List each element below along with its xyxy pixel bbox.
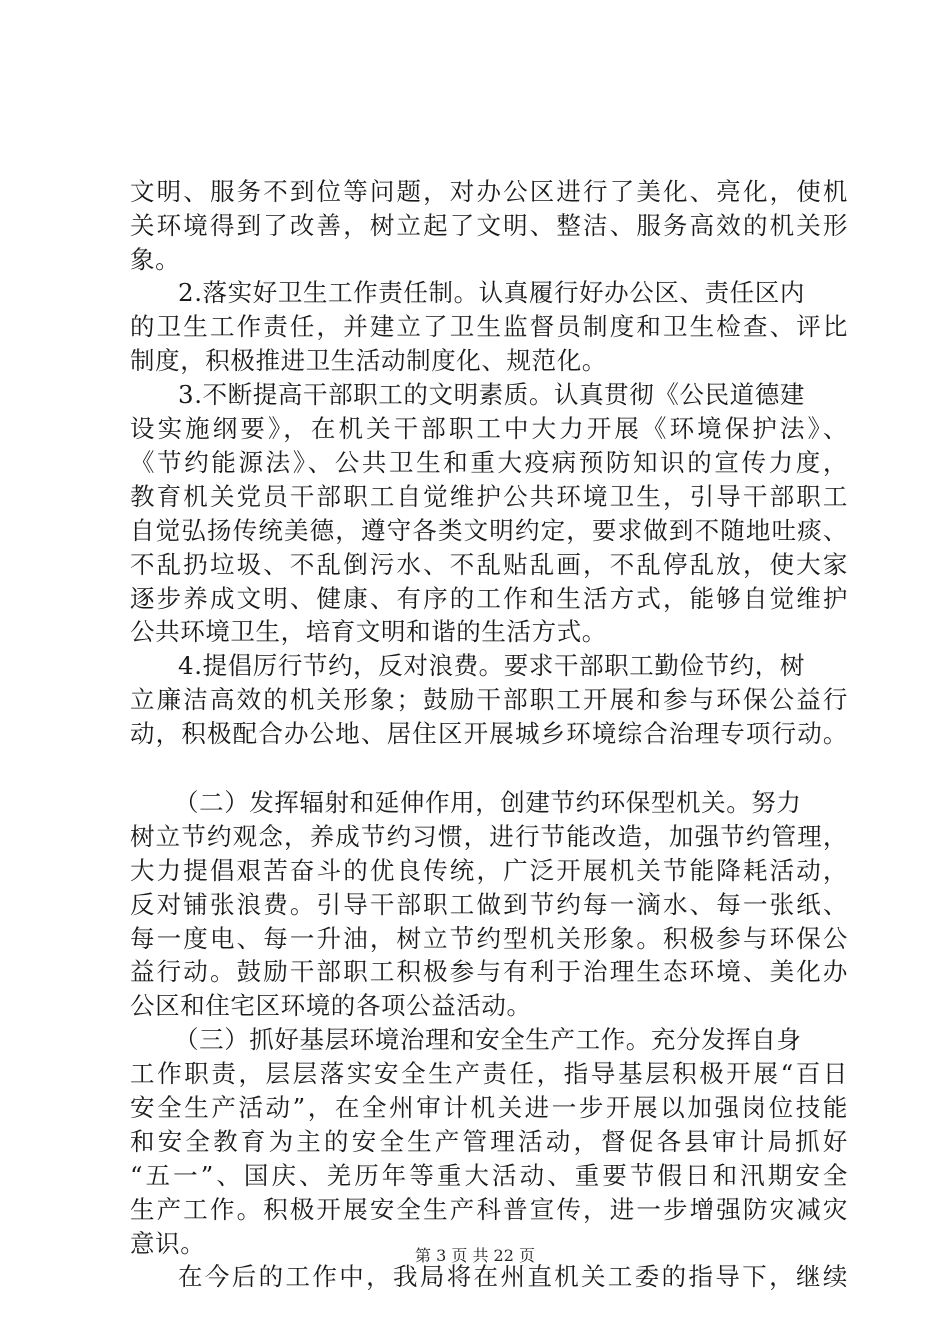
text-line: 自觉弘扬传统美德，遵守各类文明约定，要求做到不随地吐痰、 — [130, 516, 848, 545]
text-line: “五一”、国庆、羌历年等重大活动、重要节假日和汛期安全 — [130, 1161, 848, 1190]
text-line: 文明、服务不到位等问题，对办公区进行了美化、亮化，使机 — [130, 177, 848, 206]
text-line: 反对铺张浪费。引导干部职工做到节约每一滴水、每一张纸、 — [130, 890, 848, 919]
text-line: 和安全教育为主的安全生产管理活动，督促各县审计局抓好 — [130, 1127, 848, 1156]
text-line: 不乱扔垃圾、不乱倒污水、不乱贴乱画，不乱停乱放，使大家 — [130, 550, 848, 579]
text-line: 工作职责，层层落实安全生产责任，指导基层积极开展“百日 — [130, 1059, 848, 1088]
text-line: 《节约能源法》、公共卫生和重大疫病预防知识的宣传力度， — [130, 448, 848, 477]
text-line: 制度，积极推进卫生活动制度化、规范化。 — [130, 346, 607, 375]
text-line: 象。 — [130, 245, 181, 274]
text-line: 的卫生工作责任，并建立了卫生监督员制度和卫生检查、评比 — [130, 312, 848, 341]
page-number-footer: 第 3 页 共 22 页 — [415, 1246, 535, 1265]
text-line: 益行动。鼓励干部职工积极参与有利于治理生态环境、美化办 — [130, 957, 848, 986]
text-line: 树立节约观念，养成节约习惯，进行节能改造，加强节约管理， — [130, 822, 848, 851]
paragraph-heading-4: 4.提倡厉行节约，反对浪费。要求干部职工勤俭节约，树 — [178, 651, 805, 680]
text-line: 逐步养成文明、健康、有序的工作和生活方式，能够自觉维护 — [130, 584, 848, 613]
text-line: 大力提倡艰苦奋斗的优良传统，广泛开展机关节能降耗活动， — [130, 856, 848, 885]
text-line: 意识。 — [130, 1229, 206, 1258]
text-line: 公区和住宅区环境的各项公益活动。 — [130, 991, 532, 1020]
text-line: 生产工作。积极开展安全生产科普宣传，进一步增强防灾减灾 — [130, 1195, 848, 1224]
paragraph-heading-2: 2.落实好卫生工作责任制。认真履行好办公区、责任区内 — [178, 278, 805, 307]
text-line: 每一度电、每一升油，树立节约型机关形象。积极参与环保公 — [130, 924, 848, 953]
text-line: 设实施纲要》，在机关干部职工中大力开展《环境保护法》、 — [130, 414, 848, 443]
text-line: 立廉洁高效的机关形象；鼓励干部职工开展和参与环保公益行 — [130, 685, 848, 714]
text-line: 动，积极配合办公地、居住区开展城乡环境综合治理专项行动。 — [130, 719, 848, 748]
text-line: 公共环境卫生，培育文明和谐的生活方式。 — [130, 617, 607, 646]
text-line: 安全生产活动”，在全州审计机关进一步开展以加强岗位技能 — [130, 1093, 848, 1122]
section-heading-three: （三）抓好基层环境治理和安全生产工作。充分发挥自身 — [174, 1025, 802, 1054]
text-line: 关环境得到了改善，树立起了文明、整洁、服务高效的机关形 — [130, 211, 848, 240]
section-heading-two: （二）发挥辐射和延伸作用，创建节约环保型机关。努力 — [174, 788, 802, 817]
closing-paragraph-start: 在今后的工作中，我局将在州直机关工委的指导下，继续 — [178, 1262, 848, 1291]
paragraph-heading-3: 3.不断提高干部职工的文明素质。认真贯彻《公民道德建 — [178, 380, 805, 409]
text-line: 教育机关党员干部职工自觉维护公共环境卫生，引导干部职工 — [130, 482, 848, 511]
